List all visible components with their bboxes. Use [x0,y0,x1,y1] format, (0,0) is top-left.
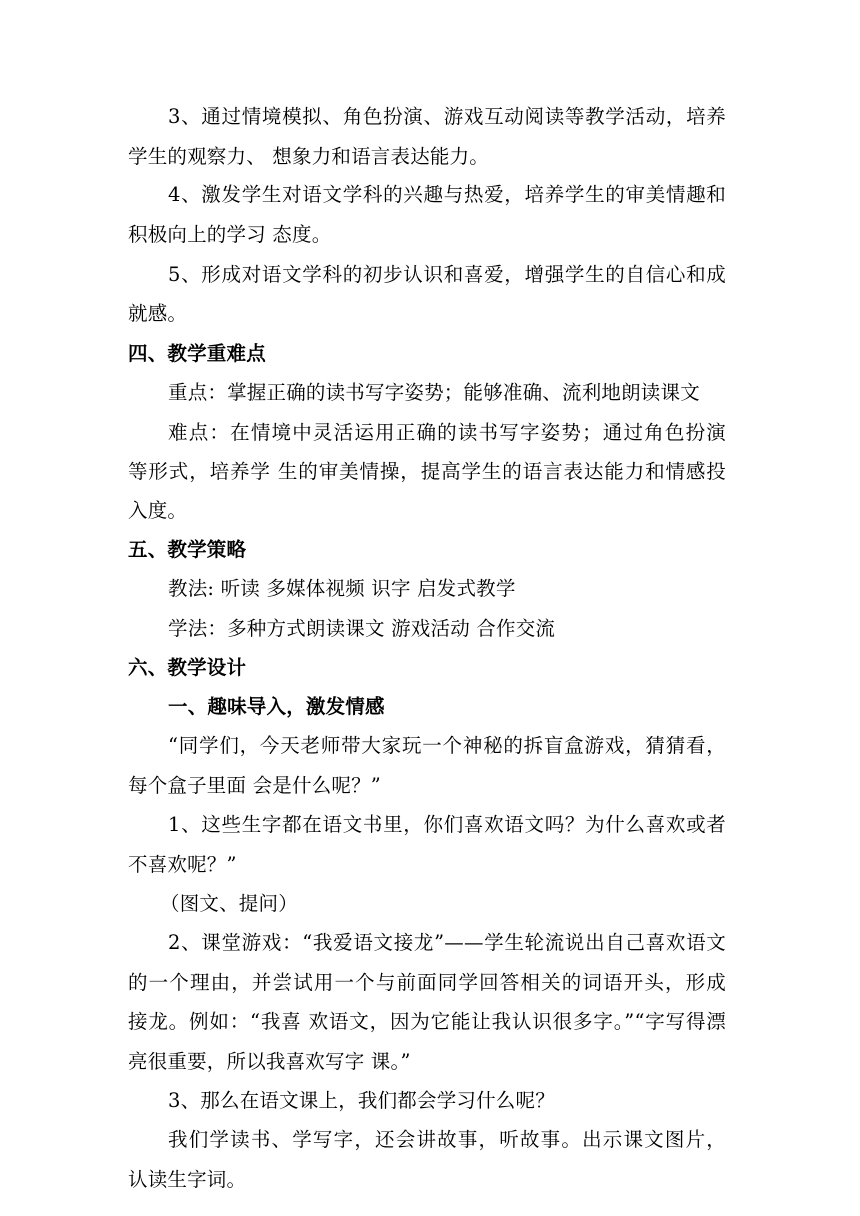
step-2-line-1: 2、课堂游戏：“我爱语文接龙”——学生轮流说出自己喜欢语文 [168,931,726,954]
intro-quote-line-1: “同学们，今天老师带大家玩一个神秘的拆盲盒游戏，猜猜看， [168,734,726,757]
step-1-line-1: 1、这些生字都在语文书里，你们喜欢语文吗？为什么喜欢或者 [168,813,726,836]
learning-method: 学法：多种方式朗读课文 游戏活动 合作交流 [168,617,556,640]
step-1-line-2: 不喜欢呢？” [128,853,237,876]
step-3-line-2: 我们学读书、学写字，还会讲故事，听故事。出示课文图片， [168,1128,726,1151]
section-heading-key-points: 四、教学重难点 [128,342,266,365]
difficulty-line-2: 等形式，培养学 生的审美情操，提高学生的语言表达能力和情感投 [128,460,726,483]
step-2-line-3: 接龙。例如：“我喜 欢语文，因为它能让我认识很多字。”“字写得漂 [128,1010,726,1033]
step-1-note: （图文、提问） [160,892,298,915]
objective-5-line-1: 5、形成对语文学科的初步认识和喜爱，增强学生的自信心和成 [168,263,726,286]
step-3-line-1: 3、那么在语文课上，我们都会学习什么呢？ [168,1089,555,1112]
key-point-text: 重点：掌握正确的读书写字姿势；能够准确、流利地朗读课文 [168,381,700,404]
step-2-line-4: 亮很重要，所以我喜欢写字 课。” [128,1050,411,1073]
objective-4-line-1: 4、激发学生对语文学科的兴趣与热爱，培养学生的审美情趣和 [168,183,726,206]
step-2-line-2: 的一个理由，并尝试用一个与前面同学回答相关的词语开头，形成 [128,971,726,994]
teaching-method: 教法: 听读 多媒体视频 识字 启发式教学 [168,577,516,600]
subsection-heading-intro: 一、趣味导入，激发情感 [168,695,385,718]
intro-quote-line-2: 每个盒子里面 会是什么呢？” [128,774,381,797]
difficulty-line-1: 难点：在情境中灵活运用正确的读书写字姿势；通过角色扮演 [168,421,726,444]
objective-3-line-1: 3、通过情境模拟、角色扮演、游戏互动阅读等教学活动，培养 [168,105,726,128]
section-heading-design: 六、教学设计 [128,656,247,679]
step-3-line-3: 认读生字词。 [128,1168,247,1191]
objective-5-line-2: 就感。 [128,302,188,325]
objective-4-line-2: 积极向上的学习 态度。 [128,223,332,246]
difficulty-line-3: 入度。 [128,499,188,522]
section-heading-strategy: 五、教学策略 [128,538,247,561]
objective-3-line-2: 学生的观察力、 想象力和语言表达能力。 [128,145,489,168]
